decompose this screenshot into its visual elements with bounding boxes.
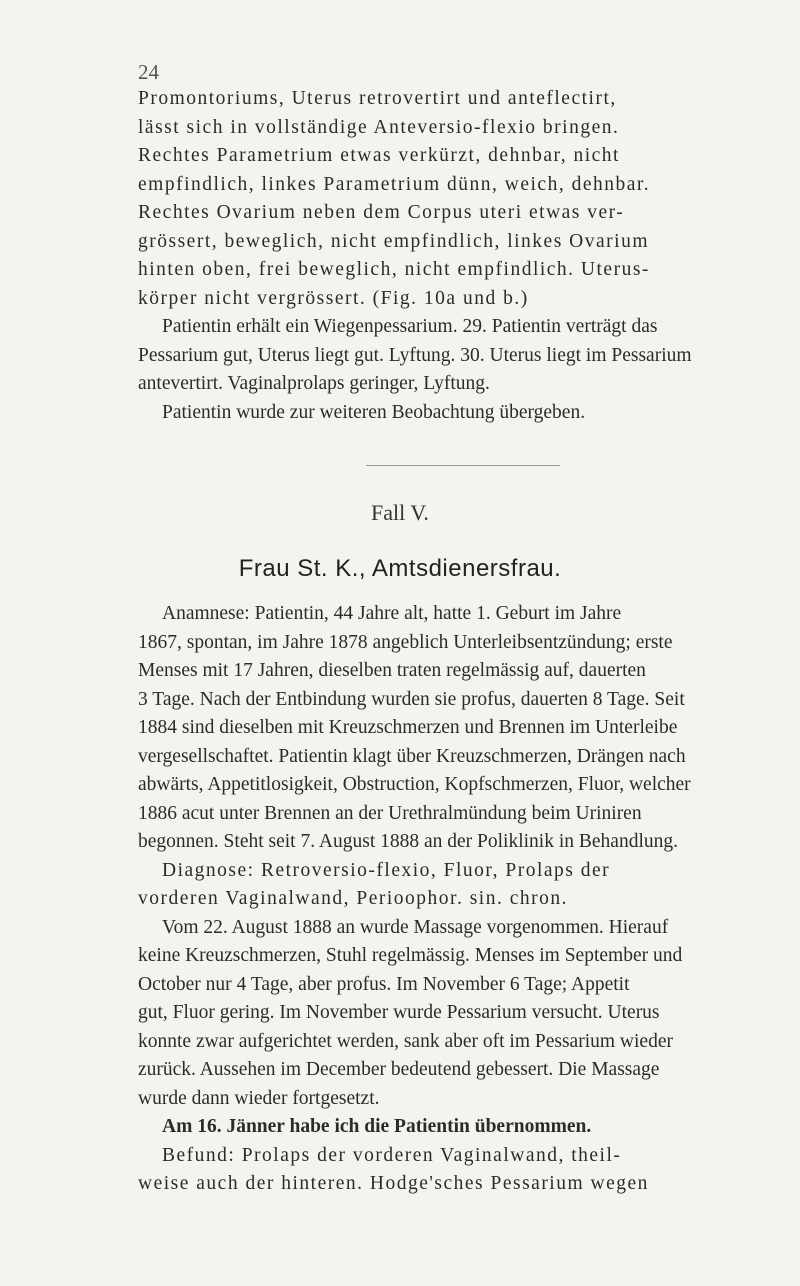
text-line: 3 Tage. Nach der Entbindung wurden sie profus, dauerten 8 Tage. Seit <box>138 688 685 710</box>
text-line: zurück. Aussehen im December bedeutend gebessert. Die Massage <box>138 1059 660 1080</box>
text-line: weise auch der hinteren. Hodge'sches Pessarium wegen <box>138 1173 649 1194</box>
text-line: Patientin wurde zur weiteren Beobachtung übergeben. <box>162 401 586 423</box>
text-line: Menses mit 17 Jahren, dieselben traten regelmässig auf, dauerten <box>138 660 646 681</box>
text-line: 1867, spontan, im Jahre 1878 angeblich Unterleibsentzündung; erste <box>138 631 673 653</box>
text-line: keine Kreuzschmerzen, Stuhl regelmässig. Menses im September und <box>138 945 683 966</box>
text-line: begonnen. Steht seit 7. August 1888 an der Poliklinik in Behandlung. <box>138 831 679 852</box>
text-line: Anamnese: Patientin, 44 Jahre alt, hatte 1. Geburt im Jahre <box>162 603 622 624</box>
text-line: Am 16. Jänner habe ich die Patientin übernommen. <box>162 1116 592 1137</box>
section-divider <box>366 465 560 466</box>
text-line: Pessarium gut, Uterus liegt gut. Lyftung. 30. Uterus liegt im Pessarium <box>138 344 692 366</box>
text-line: empfindlich, linkes Parametrium dünn, weich, dehnbar. <box>138 173 651 195</box>
text-line: October nur 4 Tage, aber profus. Im November 6 Tage; Appetit <box>138 973 630 995</box>
text-block-top <box>138 85 788 427</box>
text-line: Rechtes Ovarium neben dem Corpus uteri etwas ver- <box>138 202 625 223</box>
text-line: grössert, beweglich, nicht empfindlich, linkes Ovarium <box>138 230 649 252</box>
text-line: lässt sich in vollständige Anteversio-flexio bringen. <box>138 116 620 138</box>
text-block-body <box>138 600 788 1199</box>
text-line: Rechtes Parametrium etwas verkürzt, dehnbar, nicht <box>138 145 620 166</box>
text-line: wurde dann wieder fortgesetzt. <box>138 1087 380 1109</box>
text-line: Promontoriums, Uterus retrovertirt und anteflectirt, <box>138 88 617 109</box>
text-line: vorderen Vaginalwand, Perioophor. sin. chron. <box>138 888 568 909</box>
text-line: Befund: Prolaps der vorderen Vaginalwand, theil- <box>162 1144 622 1166</box>
text-line: abwärts, Appetitlosigkeit, Obstruction, Kopfschmerzen, Fluor, welcher <box>138 774 691 795</box>
patient-title: Frau St. K., Amtsdienersfrau. <box>238 555 562 582</box>
text-line: Vom 22. August 1888 an wurde Massage vorgenommen. Hierauf <box>162 916 669 938</box>
case-title: Fall V. <box>371 500 429 525</box>
text-line: Diagnose: Retroversio-flexio, Fluor, Prolaps der <box>162 859 611 881</box>
text-line: konnte zwar aufgerichtet werden, sank aber oft im Pessarium wieder <box>138 1030 673 1052</box>
page-number: 24 <box>138 60 159 84</box>
text-line: antevertirt. Vaginalprolaps geringer, Lyftung. <box>138 373 490 394</box>
text-line: vergesellschaftet. Patientin klagt über Kreuzschmerzen, Drängen nach <box>138 745 686 767</box>
text-line: hinten oben, frei beweglich, nicht empfindlich. Uterus- <box>138 259 650 280</box>
text-line: 1886 acut unter Brennen an der Urethralmündung beim Uriniren <box>138 802 642 824</box>
text-line: 1884 sind dieselben mit Kreuzschmerzen und Brennen im Unterleibe <box>138 717 678 738</box>
text-line: Patientin erhält ein Wiegenpessarium. 29. Patientin verträgt das <box>162 316 658 337</box>
text-line: gut, Fluor gering. Im November wurde Pessarium versucht. Uterus <box>138 1002 660 1023</box>
text-line: körper nicht vergrössert. (Fig. 10a und b.) <box>138 287 529 309</box>
